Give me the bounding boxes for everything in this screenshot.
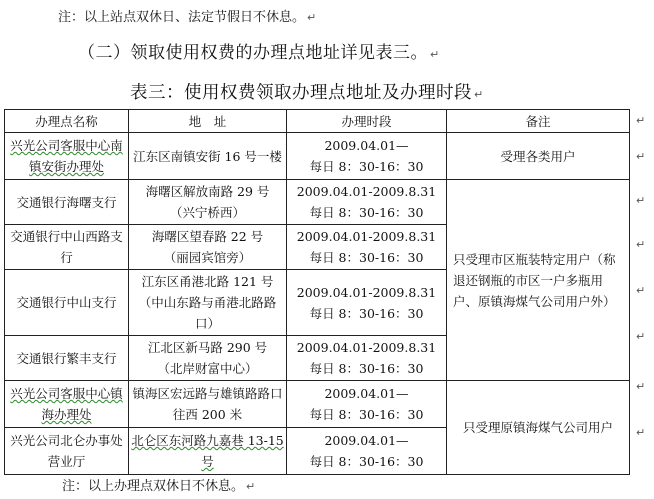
office-period: 2009.04.01— 每日 8：30-16：30 xyxy=(287,133,447,180)
office-period: 2009.04.01-2009.8.31 每日 8：30-16：30 xyxy=(287,225,447,270)
row-mark: ↵ xyxy=(636,284,646,297)
office-name: 交通银行繁丰支行 xyxy=(5,336,129,381)
office-address: 海曙区解放南路 29 号 （兴宁桥西） xyxy=(129,180,287,225)
office-name: 交通银行中山支行 xyxy=(5,270,129,336)
table-header-row xyxy=(5,110,630,133)
row-mark: ↵ xyxy=(636,330,646,343)
office-period: 2009.04.01— 每日 8：30-16：30 xyxy=(287,381,447,428)
table-row xyxy=(5,133,630,180)
row-mark: ↵ xyxy=(636,380,646,393)
office-period: 2009.04.01-2009.8.31 每日 8：30-16：30 xyxy=(287,270,447,336)
fee-office-table xyxy=(4,109,630,475)
office-period: 2009.04.01— 每日 8：30-16：30 xyxy=(287,428,447,475)
note-top: 注：以上站点双休日、法定节假日不休息。 ↵ xyxy=(58,10,317,25)
office-name: 交通银行海曙支行 xyxy=(5,180,129,225)
section-heading: （二）领取使用权费的办理点地址详见表三。 ↵ xyxy=(78,43,440,63)
row-mark: ↵ xyxy=(636,150,646,163)
office-address: 江北区新马路 290 号 （北岸财富中心） xyxy=(129,336,287,381)
office-name: 兴光公司客服中心镇海办理处 xyxy=(5,381,129,428)
row-mark: ↵ xyxy=(636,194,646,207)
header-period: 办理时段 xyxy=(287,110,447,133)
office-period: 2009.04.01-2009.8.31 每日 8：30-16：30 xyxy=(287,180,447,225)
header-name: 办理点名称 xyxy=(5,110,129,133)
table-row xyxy=(5,381,630,428)
office-address: 北仑区东河路九嘉巷 13-15 号 xyxy=(129,428,287,475)
remark-zhenhai: 只受理原镇海煤气公司用户 xyxy=(447,381,630,475)
table-title: 表三：使用权费领取办理点地址及办理时段 ↵ xyxy=(130,83,484,103)
remark-general: 受理各类用户 xyxy=(447,133,630,180)
header-address: 地 址 xyxy=(129,110,287,133)
row-mark: ↵ xyxy=(636,114,646,127)
office-period: 2009.04.01-2009.8.31 每日 8：30-16：30 xyxy=(287,336,447,381)
office-address: 镇海区宏远路与雄镇路路口往西 200 米 xyxy=(129,381,287,428)
office-address: 江东区南镇安街 16 号一楼 xyxy=(129,133,287,180)
note-bottom: 注：以上办理点双休日不休息。 ↵ xyxy=(62,479,256,494)
office-name: 兴光公司客服中心南镇安街办理处 xyxy=(5,133,129,180)
office-name: 兴光公司北仑办事处营业厅 xyxy=(5,428,129,475)
header-remark: 备注 xyxy=(447,110,630,133)
office-name: 交通银行中山西路支行 xyxy=(5,225,129,270)
row-mark: ↵ xyxy=(636,426,646,439)
office-address: 江东区甬港北路 121 号 （中山东路与甬港北路路口） xyxy=(129,270,287,336)
remark-city-bottled: 只受理市区瓶装特定用户（称退还钢瓶的市区一户多瓶用户、原镇海煤气公司用户外） xyxy=(447,180,630,381)
office-address: 海曙区望春路 22 号 （丽园宾馆旁） xyxy=(129,225,287,270)
table-row xyxy=(5,180,630,225)
row-mark: ↵ xyxy=(636,238,646,251)
